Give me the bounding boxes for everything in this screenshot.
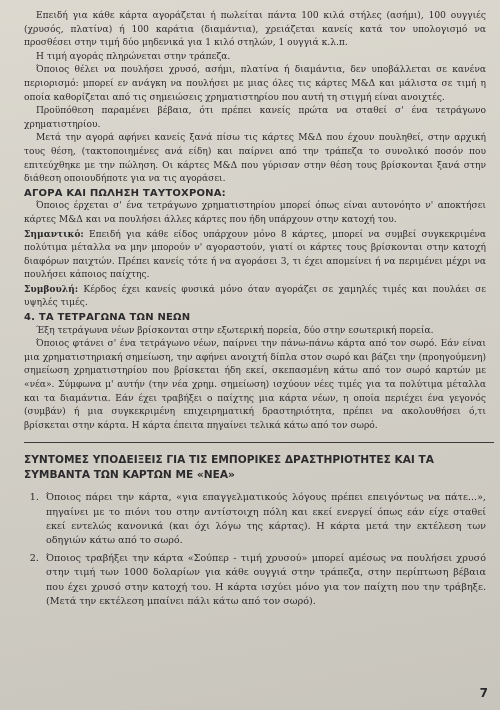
important-note [24, 228, 486, 283]
important-label: Σημαντικό: [24, 228, 84, 240]
summary-title: ΣΥΝΤΟΜΕΣ ΥΠΟΔΕΙΞΕΙΣ ΓΙΑ ΤΙΣ ΕΜΠΟΡΙΚΕΣ ΔΡΑΣΤΗΡΙΟΤΗΤΕΣ ΚΑΙ ΤΑ ΣΥΜΒΑΝΤΑ ΤΩΝ ΚΑΡΤΩΝ ΜΕ «ΝΕΑ» [24, 454, 434, 482]
buy-sell-heading: ΑΓΟΡΑ ΚΑΙ ΠΩΛΗΣΗ ΤΑΥΤΟΧΡΟΝΑ: [24, 187, 226, 199]
advice-label: Συμβουλή: [24, 283, 79, 295]
important-text: Επειδή για κάθε είδος υπάρχουν μόνο 8 κάρτες, μπορεί να συμβεί συγκεκριμένα πολύτιμα μέταλλα να μην μπορούν ν' αγοραστούν, γιατί οι κάρτες τους βρίσκονται στην κατοχή διαφόρων παιχτών. Πρέπει κανείς τότε ή να αγοράσει 3, τι έχει απομείνει ή να περιμένει μέχρι να πουλήσει κάποιος παίχτης. [24, 229, 486, 281]
text-column [24, 10, 486, 613]
list-item: 1. Όποιος πάρει την κάρτα, «για επαγγελματικούς λόγους πρέπει επειγόντως να πάτε...», πηγαίνει με το πιόνι του στην αντίστοιχη πόλη και εκεί ενεργεί όπως εάν είχε σταθεί εκεί εντελώς κανονικά (και όχι λόγω της κάρτας). Η κάρτα μετά την εκτέλεση των οδηγιών κάτω από το σωρό. [42, 491, 486, 548]
intro-paragraph-3: Όποιος θέλει να πουλήσει χρυσό, ασήμι, πλατίνα ή διαμάντια, δεν υποβάλλεται σε κανένα περιορισμό: μπορεί εν ανάγκη να πουλήσει με μιας όλες τις κάρτες Μ&Δ και μάλιστα σε τιμή η οποία καθορίζεται από τις σημειώσεις χρηματιστηρίου που αυτή τη στιγμή είναι ανοιχτές. [24, 65, 486, 103]
advice-note [24, 283, 486, 311]
section-4-paragraph-2: Όποιος φτάνει σ' ένα τετράγωνο νέων, παίρνει την πάνω-πάνω κάρτα από τον σωρό. Εάν είναι μια χρηματιστηριακή σημείωση, την αφήνει ανοιχτή δίπλα στον σωρό και βάζει την (προηγούμενη) σημείωση χρηματιστηρίου που βρίσκεται ήδη εκεί, σκεπασμένη κάτω από τον σωρό καρτών με «νέα». Σύμφωνα μ' αυτήν (την νέα χρημ. σημείωση) ισχύουν νέες τιμές για τα πολύτιμα μέταλλα και τα διαμάντια. Εάν έχει τραβήξει ο παίχτης μια κάρτα νέων, η οποία περιέχει ένα γεγονός (συμβάν) ή μια συγκεκριμένη επιχειρηματική δραστηριότητα, πρέπει να ακολουθήσει ό,τι βρίσκεται στην κάρτα. Η κάρτα έπειτα πηγαίνει τελικά κάτω από τον σωρό. [24, 339, 486, 431]
intro-paragraph-1: Επειδή για κάθε κάρτα αγοράζεται ή πωλείται πάντα 100 κιλά στήλες (ασήμι), 100 ουγγιές (χρυσός, πλατίνα) ή 100 καράτια (διαμάντια), χρειάζεται κανείς κατά τον υπολογισμό να προσθέσει στην τιμή δύο μηδενικά για 1 κιλό στηλών, 1 ουγγιά κ.λ.π. [24, 11, 486, 49]
section-4-heading: 4. ΤΑ ΤΕΤΡΑΓΩΝΑ ΤΩΝ ΝΕΩΝ [24, 312, 191, 324]
buy-sell-paragraph: Όποιος έρχεται σ' ένα τετράγωνο χρηματιστηρίου μπορεί όπως είναι αυτονόητο ν' αποκτήσει κάρτες Μ&Δ και να πουλήσει άλλες κάρτες που ήδη υπάρχουν στην κατοχή του. [24, 201, 486, 225]
advice-text: Κέρδος έχει κανείς φυσικά μόνο όταν αγοράζει σε χαμηλές τιμές και πουλάει σε υψηλές τιμές. [24, 284, 486, 309]
divider-line [24, 442, 494, 443]
intro-paragraph-2: Η τιμή αγοράς πληρώνεται στην τράπεζα. [36, 51, 231, 62]
intro-paragraph-4: Προϋπόθεση παραμένει βέβαια, ότι πρέπει κανείς πρώτα να σταθεί σ' ένα τετράγωνο χρηματιστηρίου. [24, 106, 486, 130]
summary-list [24, 491, 486, 609]
intro-paragraph-5: Μετά την αγορά αφήνει κανείς ξανά πίσω τις κάρτες Μ&Δ που έχουν πουληθεί, στην αρχική τους θέση, (τακτοποιημένες ανά είδη) και παίρνει από την τράπεζα το συνολικό ποσόν που επιτεύχθηκε με την πώληση. Οι κάρτες Μ&Δ που γύρισαν στην θέση τους βρίσκονται ξανά στην διάθεση οποιουδήποτε για να τις αγοράσει. [24, 133, 486, 185]
page-number: 7 [479, 686, 488, 700]
section-4-paragraph-1: Έξη τετράγωνα νέων βρίσκονται στην εξωτερική πορεία, δύο στην εσωτερική πορεία. [36, 325, 434, 336]
list-item: 2. Όποιος τραβήξει την κάρτα «Σούπερ - τιμή χρυσού» μπορεί αμέσως να πουλήσει χρυσό στην τιμή των 1000 δολαρίων για κάθε ουγγιά στην τράπεζα, στην περίπτωση βέβαια που έχει χρυσό στην κατοχή του. Η κάρτα ισχύει μόνο για τον παίχτη που την τράβηξε. (Μετά την εκτέλεση μπαίνει πάλι κάτω από τον σωρό). [42, 552, 486, 609]
